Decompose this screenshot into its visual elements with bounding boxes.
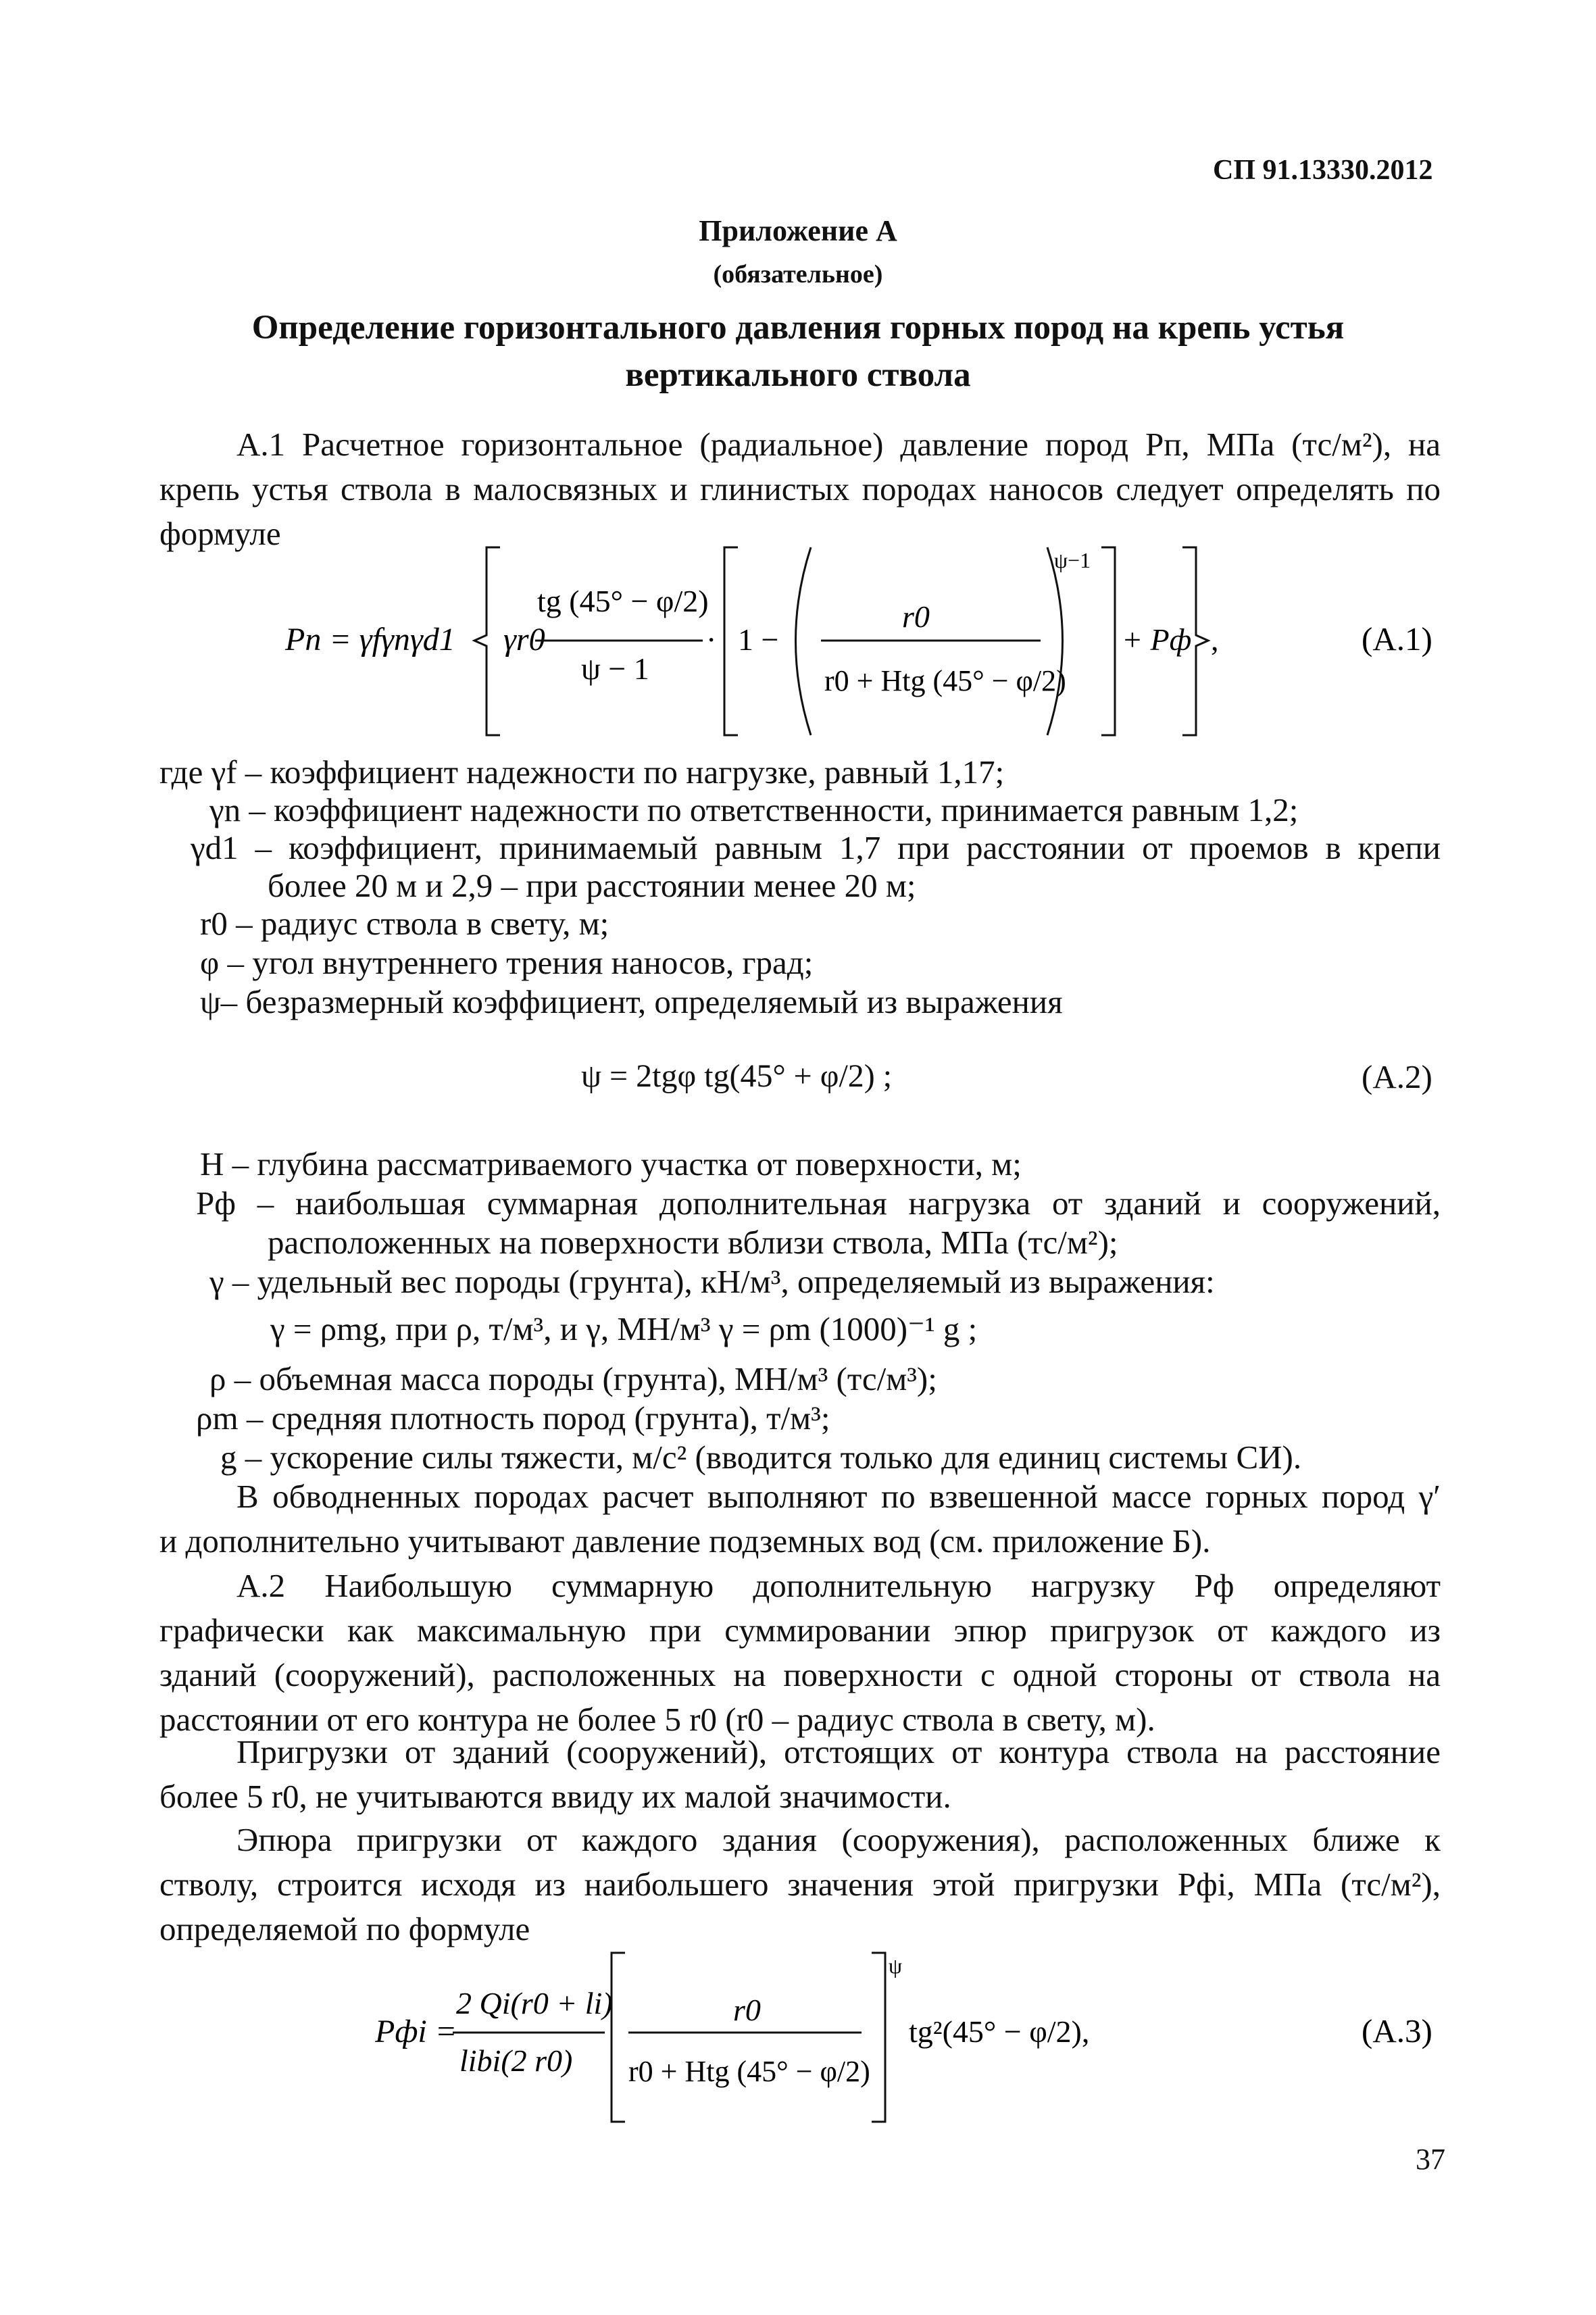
left-paren	[796, 547, 812, 735]
definition-item: ρ – объемная масса породы (грунта), МН/м³ (тс/м³);	[209, 1360, 937, 1397]
definition-item: r0 – радиус ствола в свету, м;	[200, 905, 609, 942]
paragraph-line: А.2 Наибольшую суммарную дополнительную нагрузку Pф определяют	[236, 1567, 1441, 1604]
right-bracket	[1101, 547, 1115, 735]
right-bracket	[872, 1953, 885, 2122]
paragraph-epure	[159, 1818, 1441, 1951]
definition-item: g – ускорение силы тяжести, м/с² (вводится только для единиц системы СИ).	[220, 1439, 1302, 1476]
paragraph-line: более 5 r0, не учитываются ввиду их малой значимости.	[159, 1778, 951, 1815]
formula-a3-tail: tg²(45° − φ/2),	[909, 2014, 1090, 2049]
right-paren	[1047, 547, 1063, 735]
paragraph-line: расстоянии от его контура не более 5 r0 (r0 – радиус ствола в свету, м).	[159, 1701, 1155, 1738]
paragraph-water	[159, 1474, 1441, 1564]
document-code: СП 91.13330.2012	[1213, 155, 1433, 186]
definition-item: расположенных на поверхности вблизи ствола, МПа (тс/м²);	[268, 1224, 1118, 1261]
definition-item: ψ– безразмерный коэффициент, определяемый из выражения	[200, 983, 1063, 1020]
definition-item: γn – коэффициент надежности по ответственности, принимается равным 1,2;	[209, 791, 1299, 828]
left-brace	[474, 547, 500, 735]
heading-line-1: Определение горизонтального давления горных пород на крепь устья	[251, 309, 1345, 347]
paragraph-loads	[159, 1730, 1441, 1819]
paragraph-line: В обводненных породах расчет выполняют по взвешенной массе горных пород γ′	[236, 1478, 1441, 1515]
formula-a2-number: (А.2)	[1362, 1058, 1432, 1095]
formula-a1-exponent: ψ−1	[1054, 548, 1091, 572]
formula-a1-lhs: Pп = γfγnγd1	[285, 622, 455, 657]
definition-item: более 20 м и 2,9 – при расстоянии менее 20 м;	[268, 867, 916, 904]
formula-a1-plus-pf: + Pф	[1122, 622, 1192, 657]
formula-a3-r0: r0	[733, 1993, 761, 2027]
formula-a1-gamma-r0: γr0	[503, 622, 545, 657]
paragraph-line: стволу, строится исходя из наибольшего значения этой пригрузки Pфi, МПа (тс/м²),	[159, 1866, 1441, 1903]
paragraph-line: зданий (сооружений), расположенных на поверхности с одной стороны от ствола на	[159, 1656, 1441, 1693]
formula-a3-exponent: ψ	[889, 1953, 903, 1978]
paragraph-line: графически как максимальную при суммировании эпюр пригрузок от каждого из	[159, 1612, 1441, 1649]
paragraph-a2	[159, 1564, 1441, 1742]
appendix-subtitle: (обязательное)	[713, 260, 883, 289]
formula-a3-numerator: 2 Qi(r0 + li)	[456, 1986, 613, 2020]
formula-a1-tail: ,	[1211, 622, 1219, 657]
definition-item: ρm – средняя плотность пород (грунта), т/м³;	[196, 1399, 830, 1437]
formula-a3-lhs: Pфi =	[375, 2014, 457, 2049]
appendix-heading	[0, 304, 1596, 399]
paragraph-line: крепь устья ствола в малосвязных и глинистых породах наносов следует определять по	[159, 470, 1441, 507]
paragraph-line: Эпюра пригрузки от каждого здания (сооружения), расположенных ближе к	[236, 1821, 1441, 1858]
page-number: 37	[1416, 2143, 1445, 2176]
definition-item: γ – удельный вес породы (грунта), кН/м³, определяемый из выражения:	[209, 1263, 1215, 1300]
definition-item: γd1 – коэффициент, принимаемый равным 1,7 при расстоянии от проемов в крепи	[191, 829, 1441, 866]
appendix-title: Приложение А	[699, 214, 897, 247]
formula-a3-denominator: libi(2 r0)	[459, 2043, 573, 2078]
multiply-dot: ·	[706, 622, 717, 657]
definition-item: где γf – коэффициент надежности по нагрузке, равный 1,17;	[159, 753, 1005, 791]
formula-a3	[375, 1946, 1449, 2129]
formula-a2: ψ = 2tgφ tg(45° + φ/2) ;	[581, 1058, 893, 1094]
left-bracket	[612, 1953, 625, 2122]
definition-item: H – глубина рассматриваемого участка от поверхности, м;	[200, 1145, 1022, 1183]
left-bracket	[724, 547, 738, 735]
paragraph-a1	[159, 422, 1441, 556]
definition-item: γ = ρmg, при ρ, т/м³, и γ, МН/м³ γ = ρm (1000)⁻¹ g ;	[270, 1310, 978, 1347]
paragraph-line: А.1 Расчетное горизонтальное (радиальное) давление пород Pп, МПа (тс/м²), на	[236, 426, 1441, 463]
paragraph-line: Пригрузки от зданий (сооружений), отстоящих от контура ствола на расстояние	[236, 1733, 1441, 1770]
formula-a1-r0: r0	[902, 599, 930, 634]
paragraph-line: и дополнительно учитывают давление подземных вод (см. приложение Б).	[159, 1522, 1211, 1560]
formula-a1-tg-numerator: tg (45° − φ/2)	[537, 584, 709, 618]
formula-a3-bracket-denominator: r0 + Htg (45° − φ/2)	[628, 2055, 870, 2088]
formula-a3-number: (А.3)	[1362, 2012, 1432, 2049]
definition-item: Pф – наибольшая суммарная дополнительная нагрузка от зданий и сооружений,	[196, 1185, 1441, 1222]
formula-a1-number: (А.1)	[1362, 620, 1432, 657]
heading-line-2: вертикального ствола	[625, 356, 971, 394]
definition-item: φ – угол внутреннего трения наносов, град;	[200, 944, 814, 981]
formula-a1-denominator: r0 + Htg (45° − φ/2)	[824, 664, 1066, 697]
paragraph-line: определяемой по формуле	[159, 1910, 530, 1947]
formula-a1-one-minus: 1 −	[738, 622, 779, 657]
formula-a1	[284, 541, 1446, 743]
paragraph-line: формуле	[159, 515, 281, 552]
formula-a1-psi-minus-1: ψ − 1	[581, 651, 649, 686]
